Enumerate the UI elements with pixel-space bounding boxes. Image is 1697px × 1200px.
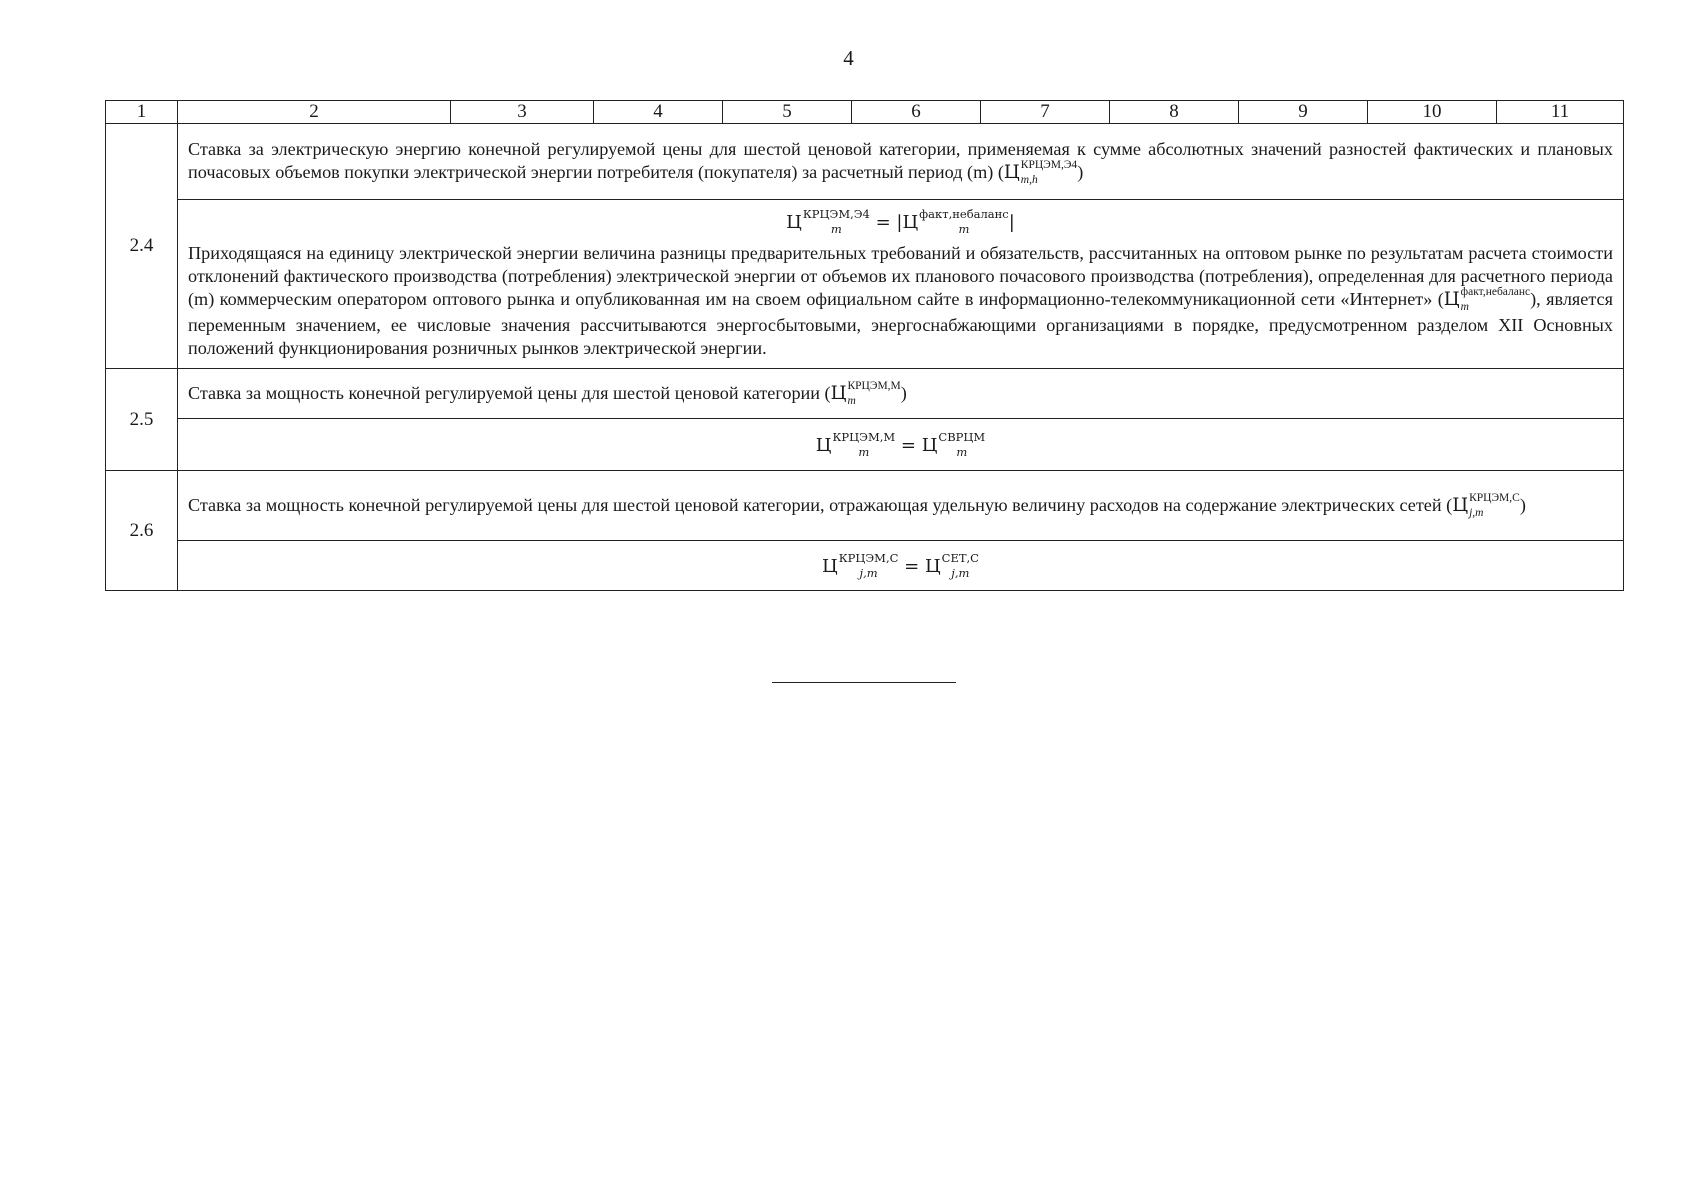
symbol-indices: [1469, 491, 1520, 520]
row-description: [178, 471, 1624, 541]
column-header: 2: [178, 101, 451, 124]
table-row-2-4-description: [106, 124, 1624, 200]
symbol-indices: [919, 207, 1009, 236]
superscript: КРЦЭМ,М: [832, 429, 896, 444]
explanation-text: ), является переменным значением, ее числовые значения рассчитываются энергосбытовыми, энергоснабжающими организациями в порядке, предусмотренном разделом XII Основных положений функционирования розничных рынков электрической энергии.: [188, 289, 1613, 358]
superscript: КРЦЭМ,С: [1469, 491, 1520, 504]
formula: [178, 419, 1624, 471]
explanation-text: Приходящаяся на единицу электрической энергии величина разницы предварительных требований и обязательств, рассчитанных на оптовом рынке по результатам расчета стоимости отклонений фактического производства (потребления) электрической энергии от объемов их планового почасового производства (потребления), определенная для расчетного периода (m) коммерческим оператором оптового рынка и опубликованная им на своем официальном сайте в информационно-телекоммуникационной сети «Интернет» (: [188, 243, 1613, 310]
superscript: КРЦЭМ,М: [847, 379, 901, 392]
superscript: факт,небаланс: [919, 207, 1009, 221]
price-symbol: Ц: [1443, 289, 1460, 311]
table-row-2-6-formula: [106, 541, 1624, 591]
header-row: [106, 101, 1624, 124]
price-symbol: Ц: [815, 434, 832, 456]
abs-bar: |: [1008, 212, 1015, 233]
price-symbol: Ц: [1003, 162, 1020, 184]
superscript: КРЦЭМ,Э4: [802, 207, 870, 221]
table-row-2-4-body: [106, 200, 1624, 369]
subscript: m: [956, 444, 968, 459]
row-number: 2.4: [106, 124, 178, 369]
superscript: КРЦЭМ,С: [838, 550, 899, 565]
subscript: m: [858, 444, 870, 459]
equals-sign: = |: [869, 212, 903, 233]
column-header: 6: [852, 101, 981, 124]
row-number: 2.6: [106, 471, 178, 591]
end-of-document-rule: [772, 682, 956, 683]
column-header: 3: [451, 101, 594, 124]
closing-paren: ): [900, 382, 907, 403]
formula: [178, 541, 1624, 591]
superscript: КРЦЭМ,Э4: [1020, 159, 1078, 171]
subscript: j,m: [1469, 506, 1484, 519]
price-symbol: Ц: [921, 434, 938, 456]
closing-paren: ): [1077, 162, 1084, 183]
price-symbol: Ц: [830, 382, 847, 404]
description-text: Ставка за мощность конечной регулируемой цены для шестой ценовой категории, отражающая удельную величину расходов на содержание электрических сетей (: [188, 494, 1453, 515]
superscript: СЕТ,С: [941, 550, 979, 565]
price-symbol: Ц: [822, 555, 838, 577]
price-symbol: Ц: [924, 555, 941, 577]
row-description: [178, 124, 1624, 200]
column-header: 11: [1497, 101, 1624, 124]
subscript: j,m: [859, 565, 878, 580]
equals-sign: =: [898, 555, 925, 577]
table-row-2-5-formula: [106, 419, 1624, 471]
column-header: 1: [106, 101, 178, 124]
description-text: Ставка за электрическую энергию конечной регулируемой цены для шестой ценовой категории, применяемая к сумме абсолютных значений разностей фактических и плановых почасовых объемов покупки электрической энергии потребителя (покупателя) за расчетный период (m) (: [188, 139, 1613, 183]
symbol-indices: [838, 550, 899, 580]
tariff-table: [105, 100, 1624, 591]
column-header: 5: [723, 101, 852, 124]
page-number: 4: [843, 46, 854, 70]
symbol-indices: [941, 550, 979, 580]
table-row-2-6-description: [106, 471, 1624, 541]
symbol-indices: [847, 379, 901, 408]
subscript: m: [958, 222, 970, 236]
superscript: факт,небаланс: [1460, 286, 1531, 298]
symbol-indices: [1021, 161, 1077, 187]
subscript: m: [847, 394, 856, 407]
symbol-indices: [802, 207, 870, 236]
column-header: 8: [1110, 101, 1239, 124]
column-header: 9: [1239, 101, 1368, 124]
price-symbol: Ц: [1452, 494, 1469, 516]
subscript: m: [1460, 301, 1469, 313]
formula: [188, 207, 1613, 236]
table-row-2-5-description: [106, 369, 1624, 419]
column-header: 7: [981, 101, 1110, 124]
closing-paren: ): [1519, 494, 1526, 515]
subscript: m: [830, 222, 842, 236]
description-text: Ставка за мощность конечной регулируемой цены для шестой ценовой категории (: [188, 382, 831, 403]
symbol-indices: [938, 429, 986, 459]
column-header: 10: [1368, 101, 1497, 124]
row-description: [178, 369, 1624, 419]
equals-sign: =: [895, 434, 922, 456]
price-symbol: Ц: [902, 212, 919, 233]
row-number: 2.5: [106, 369, 178, 471]
subscript: j,m: [951, 565, 970, 580]
symbol-indices: [1461, 288, 1530, 314]
row-formula-and-explanation: [178, 200, 1624, 369]
column-header: 4: [594, 101, 723, 124]
price-symbol: Ц: [786, 212, 802, 233]
symbol-indices: [832, 429, 896, 459]
subscript: m,h: [1020, 174, 1038, 186]
superscript: СВРЦМ: [938, 429, 986, 444]
